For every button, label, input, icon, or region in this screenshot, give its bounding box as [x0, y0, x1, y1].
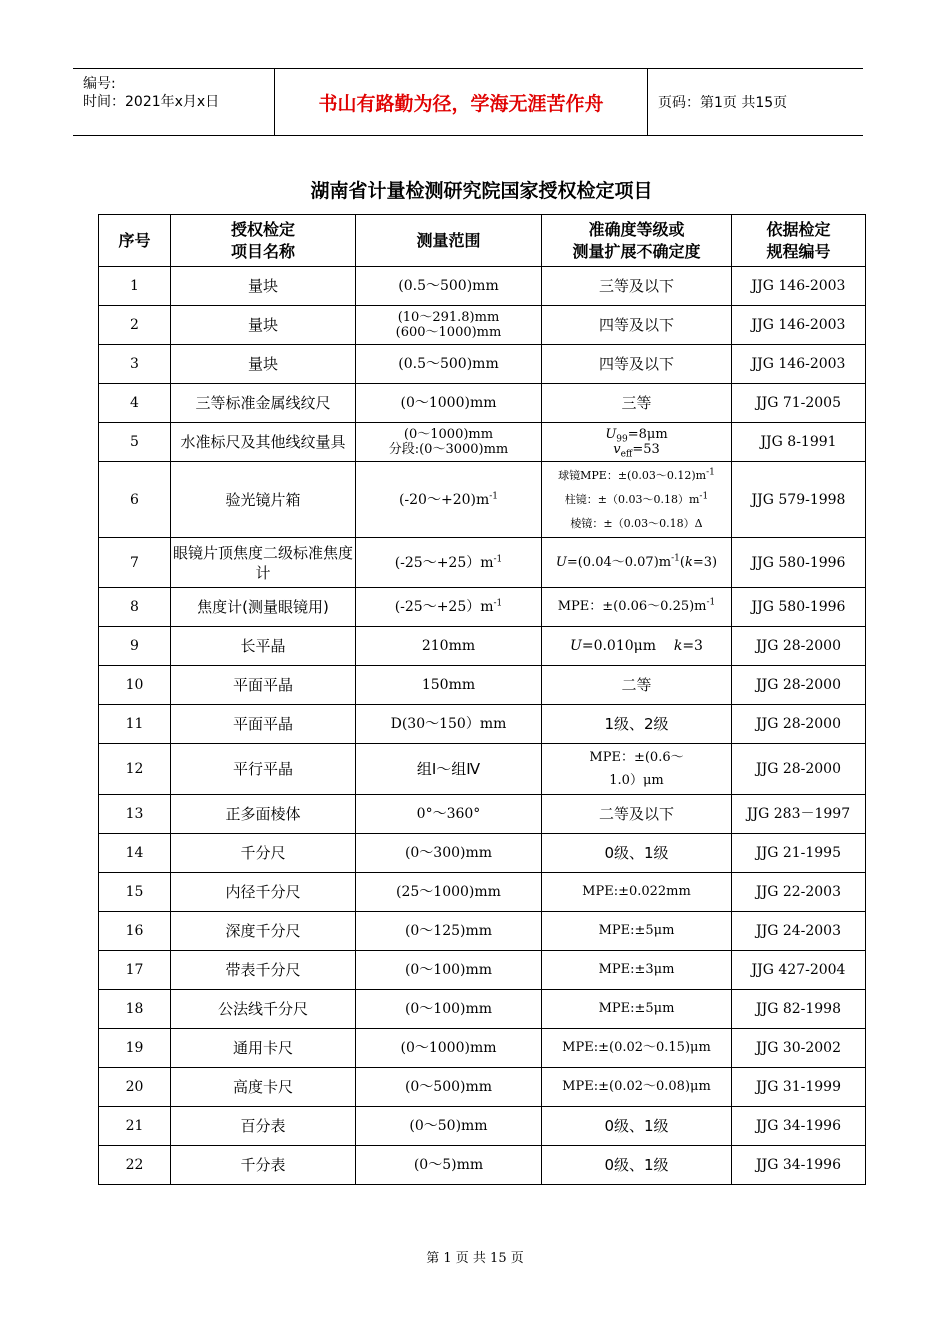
- cell-accuracy: U=0.010μm k=3: [542, 627, 732, 666]
- table-row: [99, 666, 866, 705]
- cell-range: (0～1000)mm: [356, 384, 542, 423]
- cell-accuracy: 0级、1级: [542, 1107, 732, 1146]
- cell-no: 18: [99, 990, 171, 1029]
- cell-regulation: JJG 71-2005: [732, 384, 866, 423]
- cell-accuracy: MPE:±3μm: [542, 951, 732, 990]
- cell-no: 8: [99, 588, 171, 627]
- table-row: [99, 990, 866, 1029]
- cell-no: 1: [99, 267, 171, 306]
- cell-name: 平面平晶: [171, 666, 356, 705]
- cell-name: 量块: [171, 306, 356, 345]
- cell-accuracy: MPE:±(0.02～0.08)μm: [542, 1068, 732, 1107]
- header-meta-cell: [73, 69, 275, 135]
- cell-regulation: JJG 427-2004: [732, 951, 866, 990]
- cell-accuracy: MPE:±(0.02～0.15)μm: [542, 1029, 732, 1068]
- cell-accuracy: 三等及以下: [542, 267, 732, 306]
- cell-no: 7: [99, 538, 171, 588]
- table-row: [99, 1068, 866, 1107]
- authorized-items-table: [98, 214, 866, 1185]
- table-row: [99, 705, 866, 744]
- cell-name: 量块: [171, 345, 356, 384]
- cell-range: (0.5～500)mm: [356, 345, 542, 384]
- cell-accuracy: 四等及以下: [542, 345, 732, 384]
- cell-accuracy: 三等: [542, 384, 732, 423]
- cell-name: 验光镜片箱: [171, 462, 356, 538]
- cell-range: (0～1000)mm 分段:(0～3000)mm: [356, 423, 542, 462]
- table-row: [99, 267, 866, 306]
- cell-regulation: JJG 34-1996: [732, 1107, 866, 1146]
- cell-accuracy: $U_{99}=8\mu m$ $v_{eff}=53$: [542, 423, 732, 462]
- cell-accuracy: 二等: [542, 666, 732, 705]
- cell-regulation: JJG 8-1991: [732, 423, 866, 462]
- document-header: [73, 68, 863, 136]
- cell-no: 4: [99, 384, 171, 423]
- cell-regulation: JJG 28-2000: [732, 627, 866, 666]
- cell-regulation: JJG 146-2003: [732, 306, 866, 345]
- table-row: [99, 1107, 866, 1146]
- cell-accuracy: 球镜MPE：$\pm(0.03\sim 0.12)m^{-1}$ 柱镜：$\pm(0.03\sim 0.18)m^{-1}$ 棱镜：±（0.03～0.18）Δ: [542, 462, 732, 538]
- cell-no: 12: [99, 744, 171, 795]
- cell-accuracy: 二等及以下: [542, 795, 732, 834]
- cell-range: 组Ⅰ～组Ⅳ: [356, 744, 542, 795]
- cell-regulation: JJG 579-1998: [732, 462, 866, 538]
- cell-range: (0～1000)mm: [356, 1029, 542, 1068]
- table-row: [99, 384, 866, 423]
- cell-range: $(-25\sim+25)m^{-1}$: [356, 538, 542, 588]
- table-row: [99, 1146, 866, 1185]
- cell-regulation: JJG 82-1998: [732, 990, 866, 1029]
- col-header-accuracy: 准确度等级或 测量扩展不确定度: [542, 215, 732, 267]
- table-row: [99, 462, 866, 538]
- cell-range: 0°～360°: [356, 795, 542, 834]
- cell-name: 平面平晶: [171, 705, 356, 744]
- cell-no: 22: [99, 1146, 171, 1185]
- cell-name: 深度千分尺: [171, 912, 356, 951]
- cell-no: 11: [99, 705, 171, 744]
- header-page-info: 页码：第1页 共15页: [658, 95, 788, 111]
- cell-regulation: JJG 22-2003: [732, 873, 866, 912]
- table-row: [99, 538, 866, 588]
- table-row: [99, 951, 866, 990]
- document-title: 湖南省计量检测研究院国家授权检定项目: [310, 180, 653, 202]
- cell-range: (0～100)mm: [356, 990, 542, 1029]
- cell-name: 千分表: [171, 1146, 356, 1185]
- cell-no: 5: [99, 423, 171, 462]
- cell-no: 9: [99, 627, 171, 666]
- table-row: [99, 588, 866, 627]
- col-header-range: 测量范围: [356, 215, 542, 267]
- cell-range: 150mm: [356, 666, 542, 705]
- cell-no: 10: [99, 666, 171, 705]
- cell-regulation: JJG 31-1999: [732, 1068, 866, 1107]
- cell-accuracy: MPE：±(0.6～ 1.0）μm: [542, 744, 732, 795]
- cell-name: 公法线千分尺: [171, 990, 356, 1029]
- cell-name: 三等标准金属线纹尺: [171, 384, 356, 423]
- cell-name: 高度卡尺: [171, 1068, 356, 1107]
- cell-accuracy: MPE：$\pm(0.06\sim 0.25)m^{-1}$: [542, 588, 732, 627]
- cell-accuracy: MPE:±5μm: [542, 990, 732, 1029]
- cell-name: 内径千分尺: [171, 873, 356, 912]
- cell-name: 长平晶: [171, 627, 356, 666]
- table-row: [99, 834, 866, 873]
- cell-name: 眼镜片顶焦度二级标准焦度计: [171, 538, 356, 588]
- cell-accuracy: $U=(0.04\sim 0.07)m^{-1}(k=3)$: [542, 538, 732, 588]
- cell-range: (10～291.8)mm (600～1000)mm: [356, 306, 542, 345]
- cell-regulation: JJG 34-1996: [732, 1146, 866, 1185]
- cell-no: 3: [99, 345, 171, 384]
- cell-no: 19: [99, 1029, 171, 1068]
- cell-regulation: JJG 24-2003: [732, 912, 866, 951]
- cell-name: 正多面棱体: [171, 795, 356, 834]
- col-header-no: 序号: [99, 215, 171, 267]
- doc-time-label: 时间：2021年x月x日: [83, 94, 220, 110]
- cell-no: 6: [99, 462, 171, 538]
- cell-regulation: JJG 146-2003: [732, 345, 866, 384]
- cell-range: (0～100)mm: [356, 951, 542, 990]
- cell-range: (0～50)mm: [356, 1107, 542, 1146]
- table-row: [99, 423, 866, 462]
- cell-regulation: JJG 30-2002: [732, 1029, 866, 1068]
- cell-regulation: JJG 28-2000: [732, 744, 866, 795]
- page-footer: 第 1 页 共 15 页: [426, 1251, 524, 1266]
- cell-no: 16: [99, 912, 171, 951]
- cell-name: 百分表: [171, 1107, 356, 1146]
- cell-regulation: JJG 21-1995: [732, 834, 866, 873]
- table-row: [99, 873, 866, 912]
- cell-range: (25～1000)mm: [356, 873, 542, 912]
- cell-name: 通用卡尺: [171, 1029, 356, 1068]
- table-row: [99, 627, 866, 666]
- cell-range: (0～300)mm: [356, 834, 542, 873]
- cell-no: 20: [99, 1068, 171, 1107]
- cell-no: 15: [99, 873, 171, 912]
- cell-accuracy: 0级、1级: [542, 834, 732, 873]
- col-header-name: 授权检定 项目名称: [171, 215, 356, 267]
- cell-name: 平行平晶: [171, 744, 356, 795]
- cell-name: 千分尺: [171, 834, 356, 873]
- header-slogan: 书山有路勤为径，学海无涯苦作舟: [275, 69, 648, 135]
- table-row: [99, 1029, 866, 1068]
- cell-regulation: JJG 580-1996: [732, 538, 866, 588]
- cell-name: 量块: [171, 267, 356, 306]
- cell-accuracy: 1级、2级: [542, 705, 732, 744]
- cell-name: 水准标尺及其他线纹量具: [171, 423, 356, 462]
- cell-regulation: JJG 146-2003: [732, 267, 866, 306]
- cell-range: $(-25\sim+25)m^{-1}$: [356, 588, 542, 627]
- table-row: [99, 306, 866, 345]
- cell-regulation: JJG 28-2000: [732, 666, 866, 705]
- cell-accuracy: 0级、1级: [542, 1146, 732, 1185]
- cell-name: 焦度计(测量眼镜用): [171, 588, 356, 627]
- cell-range: $(-20\sim+20)m^{-1}$: [356, 462, 542, 538]
- cell-no: 13: [99, 795, 171, 834]
- cell-range: (0～500)mm: [356, 1068, 542, 1107]
- cell-name: 带表千分尺: [171, 951, 356, 990]
- cell-range: D(30～150）mm: [356, 705, 542, 744]
- cell-accuracy: MPE:±5μm: [542, 912, 732, 951]
- cell-no: 14: [99, 834, 171, 873]
- table-header-row: [99, 215, 866, 267]
- cell-regulation: JJG 283－1997: [732, 795, 866, 834]
- cell-regulation: JJG 580-1996: [732, 588, 866, 627]
- table-row: [99, 345, 866, 384]
- cell-no: 21: [99, 1107, 171, 1146]
- cell-range: 210mm: [356, 627, 542, 666]
- cell-no: 2: [99, 306, 171, 345]
- col-header-regulation: 依据检定 规程编号: [732, 215, 866, 267]
- cell-range: (0～125)mm: [356, 912, 542, 951]
- cell-range: (0～5)mm: [356, 1146, 542, 1185]
- cell-accuracy: 四等及以下: [542, 306, 732, 345]
- cell-range: (0.5～500)mm: [356, 267, 542, 306]
- table-row: [99, 912, 866, 951]
- cell-accuracy: MPE:±0.022mm: [542, 873, 732, 912]
- doc-code-label: 编号:: [83, 76, 116, 92]
- table-row: [99, 795, 866, 834]
- cell-no: 17: [99, 951, 171, 990]
- cell-regulation: JJG 28-2000: [732, 705, 866, 744]
- table-row: [99, 744, 866, 795]
